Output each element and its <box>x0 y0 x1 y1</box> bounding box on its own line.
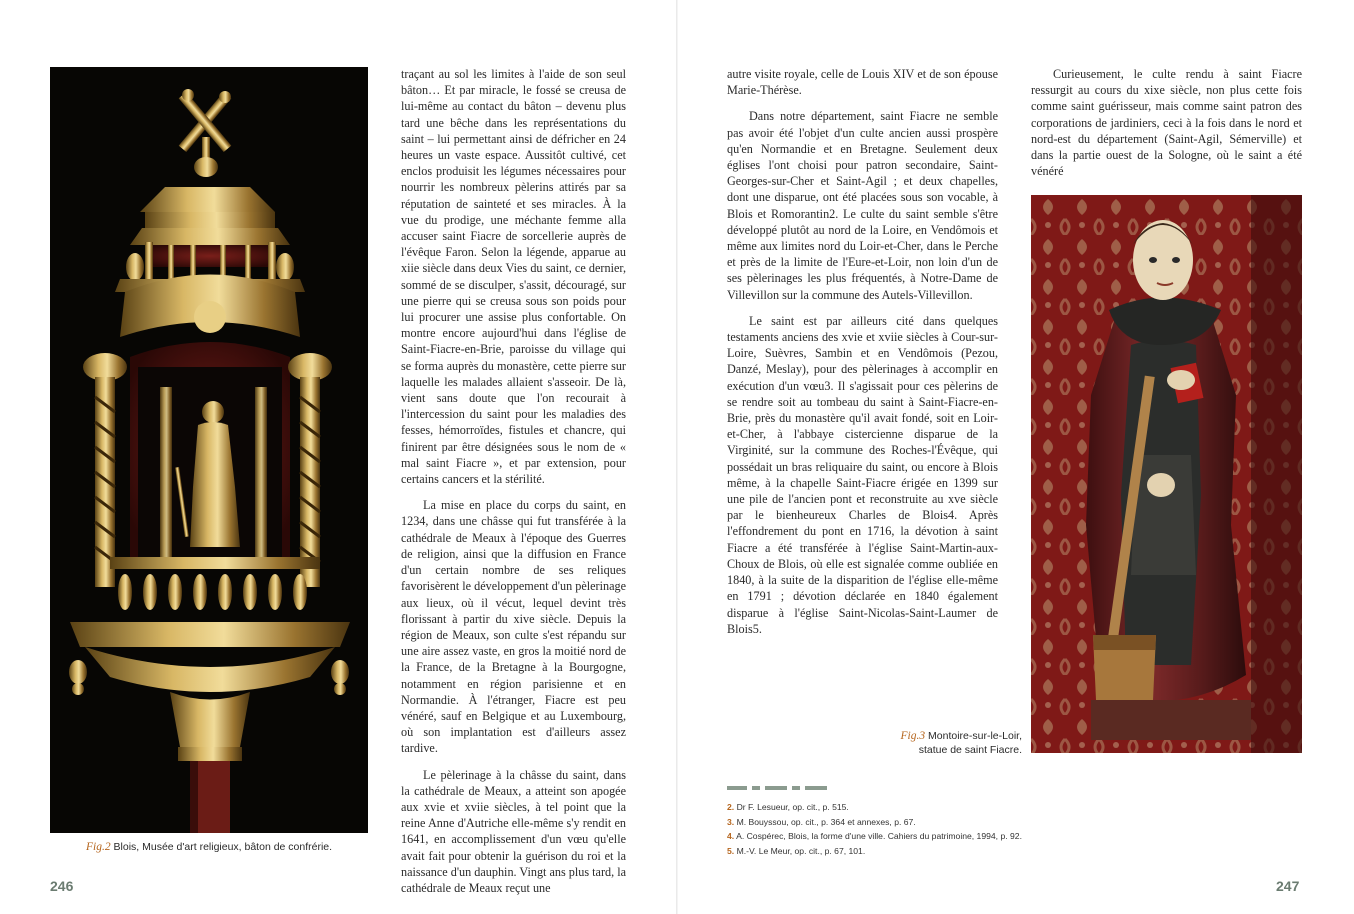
footnote-2: 2. Dr F. Lesueur, op. cit., p. 515. <box>727 802 849 812</box>
right-paragraph-2: Dans notre département, saint Fiacre ne semble pas avoir été l'objet d'un culte ancien aussi prospère qu'en Normandie et en Bretagne. Seulement deux églises l'ont choisi pour patron secondaire, Saint-Georges-sur-Cher et Saint-Agil ; et deux chapelles, dont une disparue, ont été placées sous son vocable, à Blois et Romorantin2. Le culte du saint semble s'être développé plutôt au nord de la Loire, en Vendômois et même aux limites nord du Loir-et-Cher, dans le Perche et près de la limite de l'Eure-et-Loir, non loin d'un de ses pèlerinages les plus fréquentés, à Notre-Dame de Villevillon sur la commune des Autels-Villevillon. <box>727 109 998 302</box>
figure-3-caption <box>860 729 1022 757</box>
left-paragraph-3: Le pèlerinage à la châsse du saint, dans la cathédrale de Meaux, a atteint son apogée aux xvie et xviie siècles, à tel point que la reine Anne d'Autriche elle-même s'y rendit en 1641, en accomplissement d'un vœu qu'elle avait fait pour obtenir la guérison du roi et la naissance d'un dauphin. Vingt ans plus tard, la cathédrale de Meaux reçut une <box>401 767 626 895</box>
figure-3-label: Fig.3 <box>900 730 926 742</box>
figure-3-caption-line-2: statue de saint Fiacre. <box>918 744 1022 756</box>
left-page-text-column <box>401 66 626 906</box>
book-gutter <box>676 0 678 914</box>
right-col2-paragraph-1: Curieusement, le culte rendu à saint Fiacre ressurgit au cours du xixe siècle, non plus cette fois comme saint guérisseur, mais comme saint patron des corporations de jardiniers, ceci à la fois dans le nord et nord-est du département (Saint-Agil, Sémerville) et dans la partie ouest de la Sologne, où le saint a été vénéré <box>1031 67 1302 179</box>
figure-2-photo <box>50 67 368 833</box>
figure-2-caption-text: Blois, Musée d'art religieux, bâton de confrérie. <box>110 841 333 853</box>
folio-right: 247 <box>1276 878 1300 894</box>
footnote-4: 4. A. Cospérec, Blois, la forme d'une ville. Cahiers du patrimoine, 1994, p. 92. <box>727 831 1022 842</box>
reliquary-staff-image <box>50 67 368 833</box>
right-paragraph-1: autre visite royale, celle de Louis XIV et de son épouse Marie-Thérèse. <box>727 67 998 98</box>
footnotes <box>727 800 1047 858</box>
figure-3-caption-line-1: Montoire-sur-le-Loir, <box>925 730 1022 742</box>
saint-fiacre-statue-image <box>1031 195 1302 753</box>
footnote-3: 3. M. Bouyssou, op. cit., p. 364 et annexes, p. 67. <box>727 816 916 827</box>
right-page-text-column-2 <box>1031 66 1302 189</box>
right-page-text-column-1 <box>727 66 998 647</box>
left-paragraph-2: La mise en place du corps du saint, en 1234, dans une châsse qui fut transférée à la cathédrale de Meaux à l'époque des Guerres de religion, ainsi que la diffusion en France d'un certain nombre de ses reliques favorisèrent le développement d'un pèlerinage aux lieux, où il vécut, lequel devint très florissant à partir du xive siècle. Depuis la région de Meaux, son culte s'est répandu sur une aire assez vaste, en gros la moitié nord de la France, de la Bretagne à la Bourgogne, notamment en région parisienne et en Normandie. À l'étranger, Fiacre est peu vénéré, sauf en Belgique et au Luxembourg, où son implantation est d'ailleurs assez tardive. <box>401 498 626 756</box>
right-paragraph-3: Le saint est par ailleurs cité dans quelques testaments anciens des xvie et xviie siècles à Cour-sur-Loire, Suèvres, Sambin et en Vendômois (Pezou, Danzé, Meslay), pour des pèlerinages à accomplir en exécution d'un vœu3. Il s'agissait pour ces pèlerins de se rendre soit au tombeau du saint à Saint-Fiacre-en-Brie, près du monastère qu'il avait fondé, soit en Loir-et-Cher, à l'abbaye cistercienne disparue de la Virginité, sur la commune des Roches-l'Évêque, qui possédait un bras reliquaire du saint, ou encore à Blois même, à la chapelle Saint-Fiacre érigée en 1399 sur une pile de l'ancien pont et reconstruite au xve siècle par le bienheureux Charles de Blois4. Après l'effondrement du pont en 1716, la dévotion à saint Fiacre a été transférée à l'église Saint-Martin-aux-Choux de Blois, où elle est signalée comme oubliée en 1840, à la suite de la disparition de l'église elle-même en 1791 ; dévotion déclarée en 1840 également disparue à l'église Saint-Nicolas-Saint-Laumer de Blois5. <box>727 313 998 636</box>
left-paragraph-1: traçant au sol les limites à l'aide de son seul bâton… Et par miracle, le fossé se creusa de lui-même au contact du bâton – devenu plus tard une bêche dans les représentations du saint – lui permettant ainsi de défricher en 24 heures un vaste espace. Aussitôt cultivé, cet enclos produisit les légumes nécessaires pour nourrir les nombreux pèlerins attirés par sa réputation de sainteté et ses miracles. À la vue du prodige, une méchante femme alla accuser saint Fiacre de sorcellerie auprès de l'évêque Faron. Selon la légende, apparue au xiie siècle dans deux Vies du saint, ce dernier, sommé de se disculper, s'assit, découragé, sur une pierre qui se creusa sous son poids pour lui procurer une assise plus confortable. On montre encore aujourd'hui dans l'église de Saint-Fiacre-en-Brie, paroisse du village qui se forma auprès du monastère, cette pierre sur laquelle les malades allaient s'asseoir. De là, vient sans doute que l'on recourait à l'intercession du saint pour les maladies des fesses, hémorroïdes, fistules et chancre, qui finirent par être désignées sous le nom de « mal saint Fiacre », et par extension, pour certains cancers et la stérilité. <box>401 67 626 487</box>
figure-2-caption <box>86 840 376 854</box>
footnote-separator <box>727 786 827 790</box>
figure-2-label: Fig.2 <box>86 841 111 853</box>
footnote-5: 5. M.-V. Le Meur, op. cit., p. 67, 101. <box>727 845 866 856</box>
folio-left: 246 <box>50 878 74 894</box>
figure-3-photo <box>1031 195 1302 753</box>
